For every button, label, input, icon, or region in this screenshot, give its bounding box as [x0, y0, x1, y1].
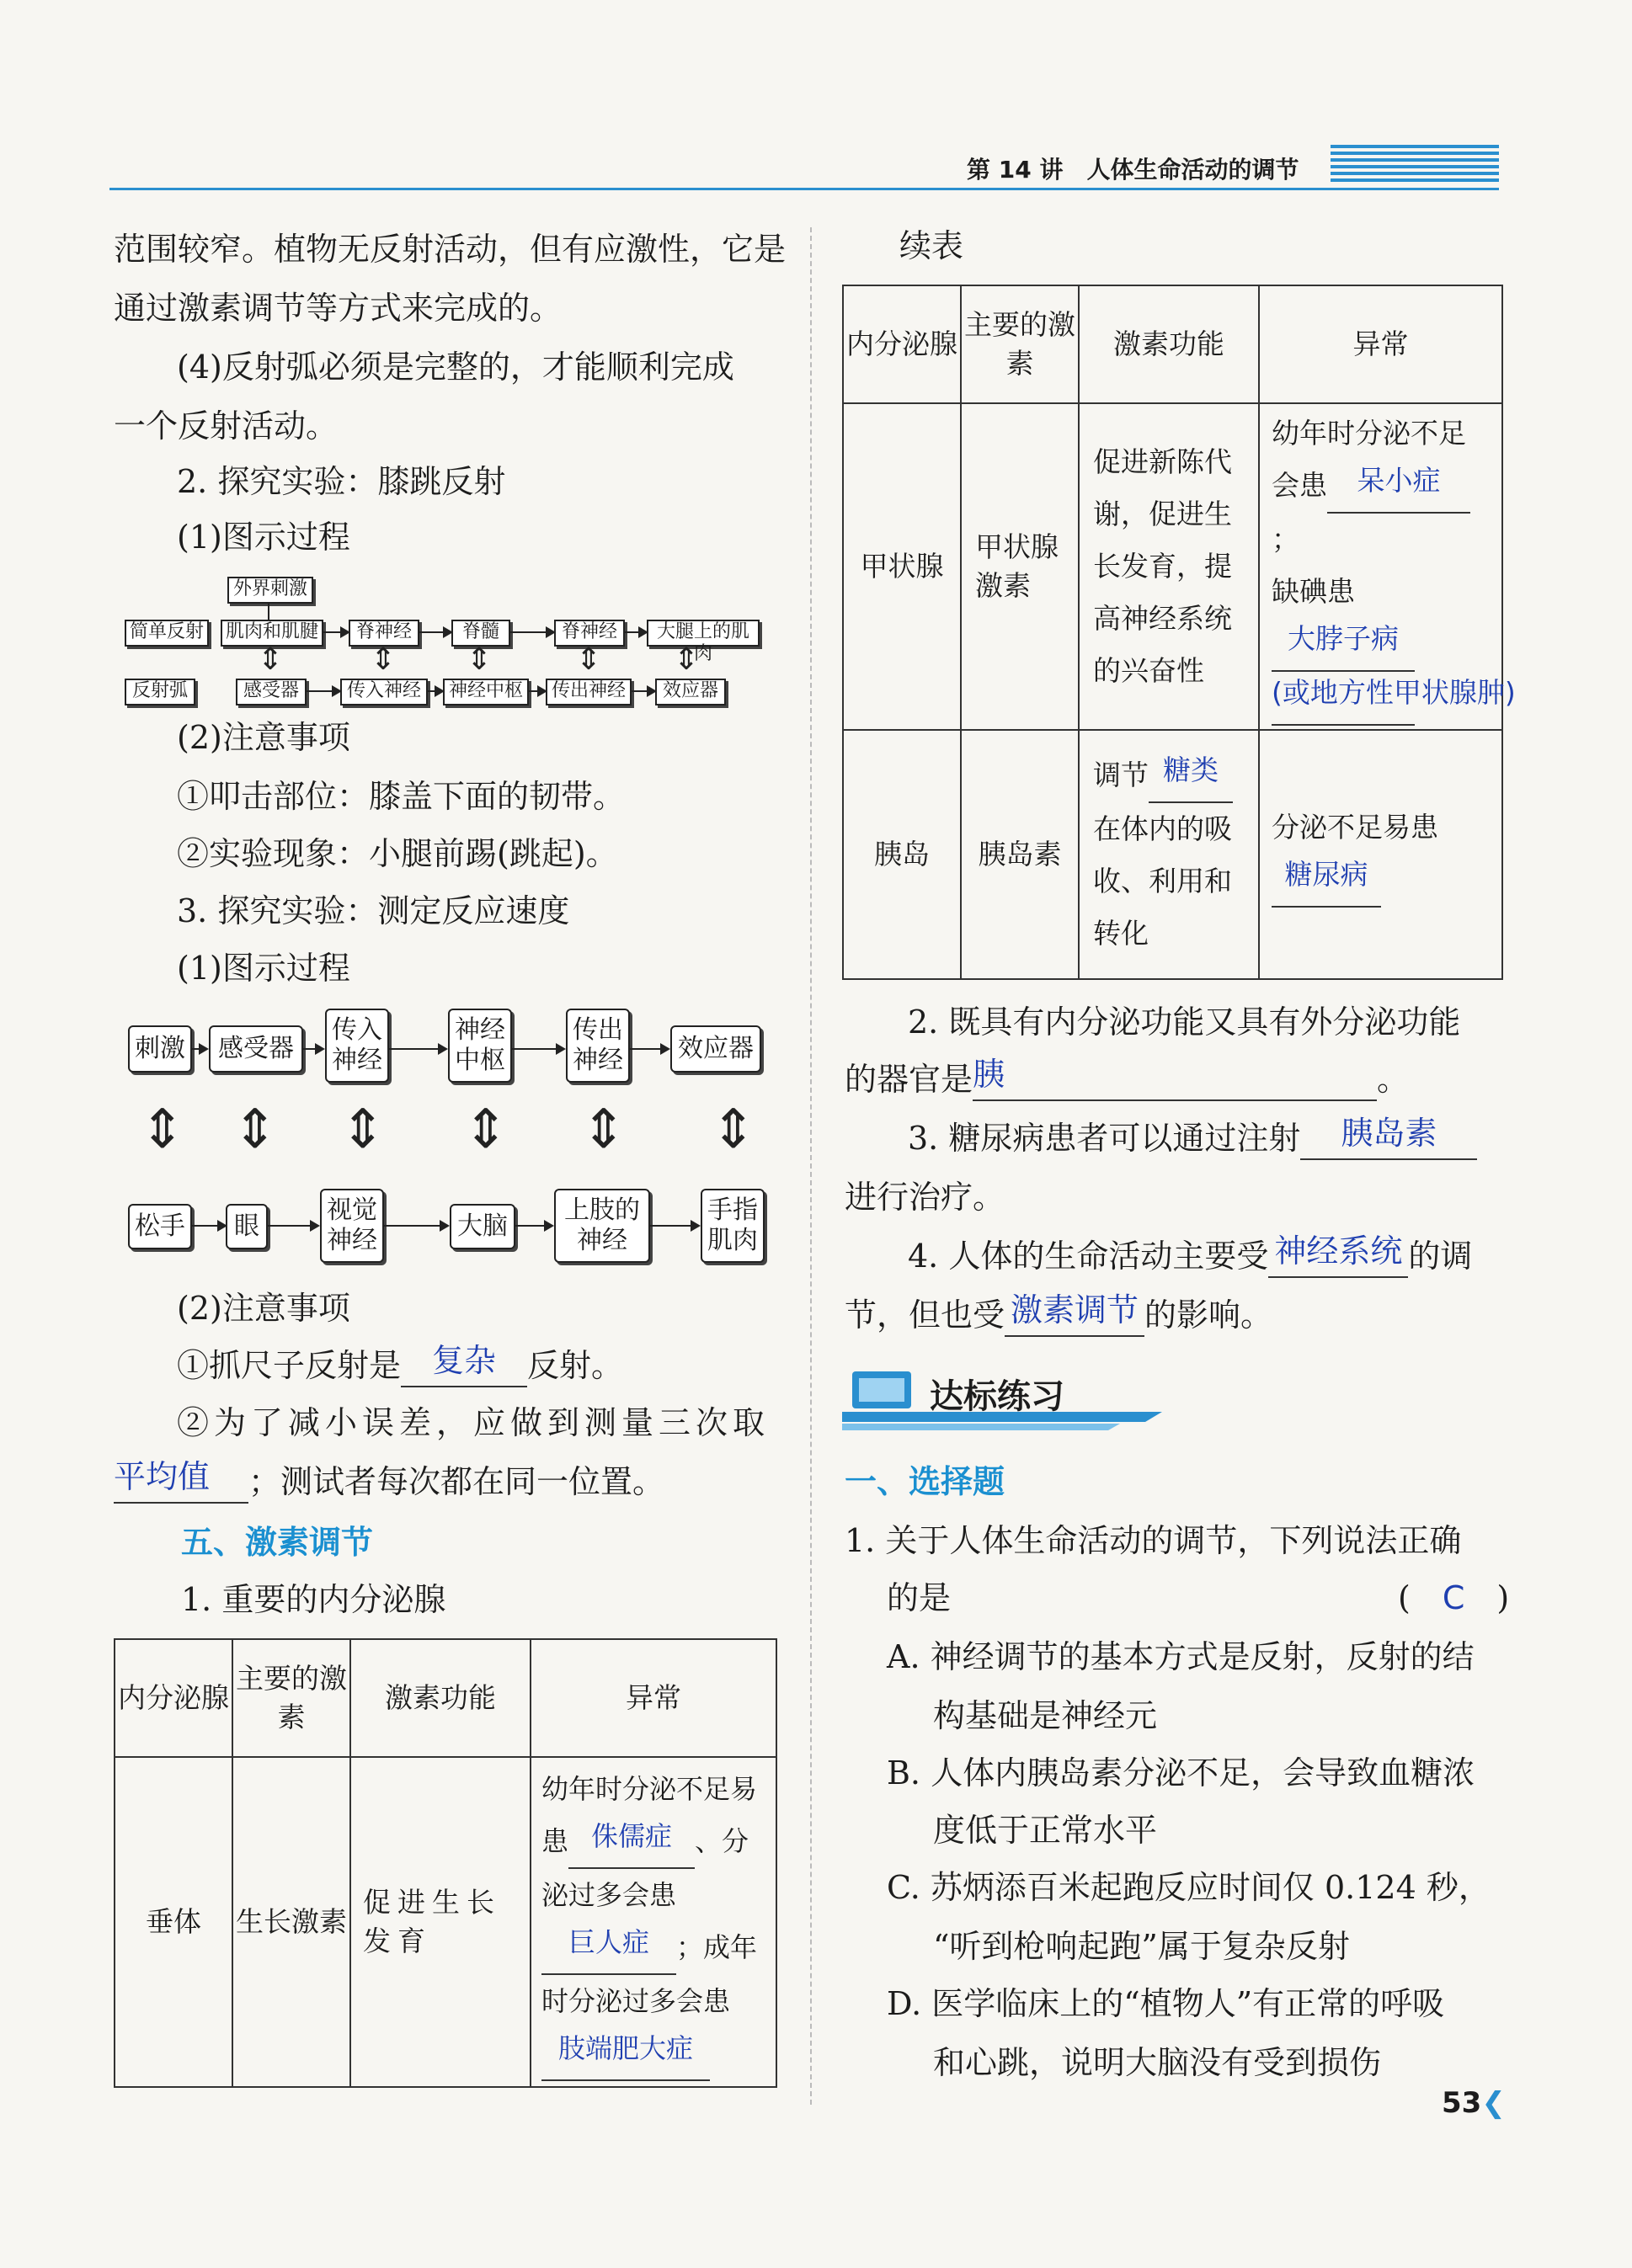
flow1-row1-box: 肌肉和肌腱 — [221, 620, 323, 647]
flow1-row2-box: 效应器 — [655, 679, 726, 705]
answer-handwritten: 呆小症 — [1357, 464, 1441, 497]
table-header: 主要的激素 — [232, 1639, 350, 1757]
continued-label: 续表 — [899, 227, 964, 264]
table-cell: 胰岛素 — [961, 730, 1079, 979]
flow1-row2-box: 传入神经 — [340, 679, 428, 705]
option-d-cont: 和心跳，说明大脑没有受到损伤 — [933, 2044, 1382, 2081]
arrow — [266, 1225, 318, 1227]
option-a: A. 神经调节的基本方式是反射，反射的结 — [887, 1638, 1475, 1675]
answer-handwritten: 大脖子病 — [1288, 622, 1399, 655]
answer-handwritten: 糖尿病 — [1284, 858, 1368, 891]
answer-handwritten: 复杂 — [432, 1342, 497, 1379]
sec5-item: 1. 重要的内分泌腺 — [181, 1581, 446, 1618]
paragraph: 范围较窄。植物无反射活动，但有应激性，它是 — [114, 231, 787, 268]
flow1-row1-label: 简单反射 — [125, 620, 209, 647]
flow1-row2-box: 感受器 — [236, 679, 307, 705]
table-cell: 促进新陈代谢，促进生长发育，提高神经系统的兴奋性 — [1079, 403, 1259, 730]
double-arrow-icon: ⇕ — [371, 642, 397, 677]
table-header: 异常 — [531, 1639, 776, 1757]
banner-title: 达标练习 — [930, 1377, 1064, 1416]
double-arrow-icon: ⇕ — [711, 1099, 756, 1161]
option-c: C. 苏炳添百米起跑反应时间仅 0.124 秒， — [887, 1869, 1491, 1906]
flow2-row1-box: 传入神经 — [325, 1009, 389, 1083]
option-b: B. 人体内胰岛素分泌不足，会导致血糖浓 — [887, 1754, 1475, 1792]
practice-banner — [842, 1360, 1162, 1435]
table-cell: 甲状腺 — [843, 403, 961, 730]
table-header: 内分泌腺 — [115, 1639, 232, 1757]
flow1-row2-box: 传出神经 — [546, 679, 632, 705]
question-4: 4. 人体的生命活动主要受 神经系统 的调 — [908, 1236, 1472, 1278]
column-divider — [810, 227, 812, 2105]
exp2-note1: ①叩击部位：膝盖下面的韧带。 — [177, 778, 626, 815]
exp3-title: 3. 探究实验：测定反应速度 — [177, 892, 570, 929]
table-cell: 促进生长发育 — [350, 1757, 531, 2087]
flow2-row2-box: 手指肌肉 — [701, 1189, 765, 1263]
paragraph: (4)反射弧必须是完整的，才能顺利完成 — [177, 349, 734, 386]
paragraph: 通过激素调节等方式来完成的。 — [114, 290, 563, 327]
arrow — [510, 1048, 564, 1050]
header-title: 第 14 讲 人体生命活动的调节 — [967, 156, 1299, 184]
arrow — [190, 1225, 226, 1227]
table-cell: 幼年时分泌不足会患 呆小症； 缺碘患大脖子病 (或地方性甲状腺肿) — [1259, 403, 1502, 730]
flow2-row1-box: 效应器 — [670, 1025, 761, 1073]
question-4-cont: 节，但也受 激素调节 的影响。 — [845, 1295, 1272, 1337]
exp3-sub2: (2)注意事项 — [177, 1290, 350, 1327]
flow1-connector — [268, 603, 269, 620]
answer-handwritten: 激素调节 — [1011, 1291, 1139, 1328]
double-arrow-icon: ⇕ — [467, 642, 493, 677]
answer-handwritten: C — [1442, 1579, 1465, 1616]
double-arrow-icon: ⇕ — [674, 642, 700, 677]
flow2-row1-box: 感受器 — [209, 1025, 303, 1073]
option-c-cont: “听到枪响起跑”属于复杂反射 — [933, 1928, 1350, 1965]
flow2-row2-box: 眼 — [226, 1204, 268, 1249]
double-arrow-icon: ⇕ — [258, 642, 284, 677]
question-2: 2. 既具有内分泌功能又具有外分泌功能 — [908, 1004, 1461, 1041]
arrow — [387, 1048, 446, 1050]
exp3-note2: ②为了减小误差，应做到测量三次取 — [177, 1404, 771, 1441]
table-cell: 甲状腺激素 — [961, 403, 1079, 730]
answer-handwritten: 胰岛素 — [1341, 1115, 1437, 1152]
option-d: D. 医学临床上的“植物人”有正常的呼吸 — [887, 1985, 1445, 2022]
exp3-sub1: (1)图示过程 — [177, 950, 350, 987]
option-b-cont: 度低于正常水平 — [933, 1812, 1158, 1849]
answer-handwritten: 平均值 — [114, 1458, 211, 1495]
arrow — [527, 690, 546, 692]
answer-handwritten: 胰 — [973, 1056, 1005, 1093]
double-arrow-icon: ⇕ — [232, 1099, 278, 1161]
table-cell: 分泌不足易患 糖尿病 — [1259, 730, 1502, 979]
table-header: 激素功能 — [350, 1639, 531, 1757]
mc-question-1: 1. 关于人体生命活动的调节，下列说法正确 — [845, 1522, 1462, 1559]
exp2-sub2: (2)注意事项 — [177, 719, 350, 756]
flow2-row1-box: 神经中枢 — [448, 1009, 512, 1083]
exp2-title: 2. 探究实验：膝跳反射 — [177, 463, 506, 500]
hormone-table — [114, 1638, 777, 2088]
table-cell: 胰岛 — [843, 730, 961, 979]
answer-handwritten: (或地方性甲状腺肿) — [1272, 676, 1516, 709]
answer-handwritten: 肢端肥大症 — [557, 2032, 693, 2064]
flow1-row1-box: 脊神经 — [554, 620, 625, 647]
answer-bracket: ( C ) — [1398, 1579, 1510, 1616]
exp2-sub1: (1)图示过程 — [177, 519, 350, 556]
double-arrow-icon: ⇕ — [340, 1099, 386, 1161]
flow1-row1-box: 大腿上的肌肉 — [647, 620, 760, 647]
table-header: 主要的激素 — [961, 285, 1079, 403]
flow1-row1-box: 脊神经 — [349, 620, 419, 647]
double-arrow-icon: ⇕ — [463, 1099, 509, 1161]
answer-handwritten: 糖类 — [1163, 753, 1219, 786]
section-heading: 一、选择题 — [845, 1463, 1005, 1500]
double-arrow-icon: ⇕ — [581, 1099, 627, 1161]
page-number: 53❮ — [1442, 2086, 1506, 2120]
section-heading: 五、激素调节 — [181, 1524, 374, 1561]
question-3-cont: 进行治疗。 — [845, 1179, 1005, 1216]
table-cell: 垂体 — [115, 1757, 232, 2087]
arrow — [623, 631, 647, 633]
arrow — [426, 690, 443, 692]
arrow — [628, 1048, 669, 1050]
flow1-row2-label: 反射弧 — [125, 679, 195, 705]
arrow — [509, 631, 554, 633]
mc-question-1-cont: 的是 — [887, 1579, 952, 1616]
flow2-row1-box: 传出神经 — [566, 1009, 630, 1083]
hormone-table-continued — [842, 285, 1516, 980]
paragraph: 一个反射活动。 — [114, 407, 339, 445]
double-arrow-icon: ⇕ — [576, 642, 602, 677]
arrow — [418, 631, 451, 633]
arrow — [301, 1048, 323, 1050]
arrow — [630, 690, 655, 692]
header-rule — [109, 188, 1499, 190]
table-cell: 幼年时分泌不足易患 侏儒症 、分泌过多会患巨人症 ；成年时分泌过多会患肢端肥大症 — [531, 1757, 776, 2087]
flow2-row2-box: 大脑 — [450, 1204, 515, 1249]
table-cell: 调节 糖类在体内的吸收、利用和转化 — [1079, 730, 1259, 979]
table-header: 异常 — [1259, 285, 1502, 403]
exp3-note1: ①抓尺子反射是 复杂 反射。 — [177, 1345, 623, 1387]
flow1-row2-box: 神经中枢 — [443, 679, 529, 705]
arrow — [190, 1048, 207, 1050]
question-2-cont: 的器官是胰 。 — [845, 1059, 1409, 1101]
table-cell: 生长激素 — [232, 1757, 350, 2087]
arrow — [648, 1225, 699, 1227]
table-header: 激素功能 — [1079, 285, 1259, 403]
flow1-row1-box: 脊髓 — [451, 620, 510, 647]
option-a-cont: 构基础是神经元 — [933, 1697, 1158, 1734]
arrow — [322, 631, 349, 633]
flow1-top: 外界刺激 — [227, 577, 313, 604]
flow2-row2-box: 松手 — [128, 1204, 192, 1249]
flow2-row1-box: 刺激 — [128, 1025, 192, 1073]
arrow — [305, 690, 340, 692]
exp2-note2: ②实验现象：小腿前踢(跳起)。 — [177, 835, 618, 872]
answer-handwritten: 神经系统 — [1274, 1232, 1403, 1270]
question-3: 3. 糖尿病患者可以通过注射 胰岛素 — [908, 1118, 1477, 1160]
arrow — [514, 1225, 552, 1227]
exp3-note2-cont: 平均值 ；测试者每次都在同一位置。 — [114, 1461, 664, 1504]
flow2-row2-box: 视觉神经 — [320, 1189, 384, 1263]
answer-handwritten: 侏儒症 — [591, 1820, 673, 1852]
table-header: 内分泌腺 — [843, 285, 961, 403]
answer-handwritten: 巨人症 — [568, 1926, 649, 1958]
flow2-row2-box: 上肢的神经 — [554, 1189, 650, 1263]
arrow — [382, 1225, 448, 1227]
double-arrow-icon: ⇕ — [140, 1099, 185, 1161]
chevron-left-icon: ❮ — [1481, 2086, 1506, 2120]
header-decoration — [1331, 145, 1499, 185]
